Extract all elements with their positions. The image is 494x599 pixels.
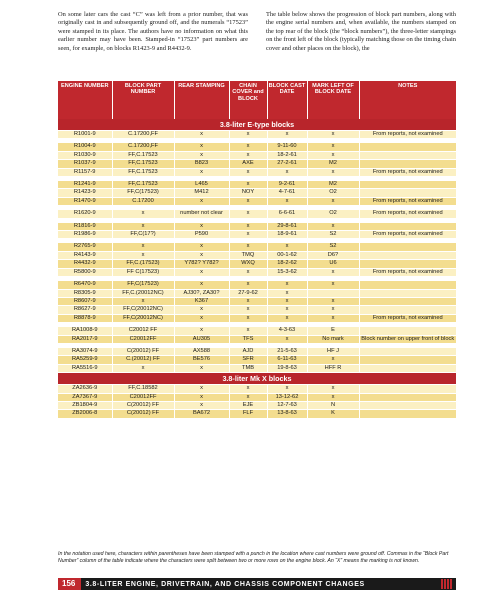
- cell-rear-stamping: x: [174, 385, 229, 393]
- cell-mark-left: x: [307, 393, 359, 401]
- cell-chain-cover: x: [229, 327, 267, 335]
- cell-block-part-number: FF,C(17523): [112, 281, 174, 289]
- cell-rear-stamping: AX588: [174, 348, 229, 356]
- cell-engine-number: R6470-9: [58, 281, 112, 289]
- intro-left-column: On some later cars the cast “C” was left from a prior number, that was originally cast in and subsequently ground off, and the numerals “17523” were stamped in its place. The authors have no information on what this earlier number may have been. Stamped-in “17523” part numbers are seen, for example, on blocks R1423-9 and R4432-9.: [58, 11, 248, 52]
- cell-mark-left: x: [307, 306, 359, 314]
- cell-notes: [359, 181, 456, 189]
- intro-text: [58, 11, 456, 53]
- table-row: [58, 306, 456, 314]
- cell-rear-stamping: x: [174, 314, 229, 322]
- cell-chain-cover: SFR: [229, 356, 267, 364]
- cell-rear-stamping: Y782? Y782?: [174, 260, 229, 268]
- table-row: [58, 143, 456, 151]
- cell-notes: [359, 289, 456, 297]
- cell-rear-stamping: x: [174, 281, 229, 289]
- cell-engine-number: R5800-9: [58, 268, 112, 276]
- cell-rear-stamping: BA672: [174, 410, 229, 418]
- table-row: [58, 197, 456, 205]
- table-row: [58, 131, 456, 139]
- cell-cast-date: x: [267, 385, 307, 393]
- header-chain-cover-block: CHAIN COVER and BLOCK: [229, 81, 267, 119]
- cell-block-part-number: C(20012) FF: [112, 348, 174, 356]
- cell-mark-left: x: [307, 197, 359, 205]
- cell-notes: [359, 260, 456, 268]
- page-footer: [58, 578, 456, 590]
- cell-block-part-number: FF,C(17?): [112, 231, 174, 239]
- block-progression-table: [58, 81, 456, 419]
- section-header-row: [58, 373, 456, 385]
- table-row: [58, 335, 456, 343]
- cell-block-part-number: C20012FF: [112, 393, 174, 401]
- table-row: [58, 231, 456, 239]
- cell-mark-left: x: [307, 131, 359, 139]
- table-row: [58, 151, 456, 159]
- table-row: [58, 401, 456, 409]
- table-row: [58, 181, 456, 189]
- cell-rear-stamping: x: [174, 143, 229, 151]
- cell-chain-cover: x: [229, 143, 267, 151]
- cell-engine-number: R1816-9: [58, 223, 112, 231]
- cell-rear-stamping: L465: [174, 181, 229, 189]
- cell-engine-number: R8878-9: [58, 314, 112, 322]
- cell-cast-date: 15-3-62: [267, 268, 307, 276]
- cell-block-part-number: FF,C.(17523): [112, 260, 174, 268]
- cell-notes: [359, 393, 456, 401]
- cell-notes: [359, 223, 456, 231]
- section-header-row: [58, 119, 456, 131]
- cell-cast-date: 18-9-61: [267, 231, 307, 239]
- cell-notes: [359, 160, 456, 168]
- cell-notes: From reports, not examined: [359, 231, 456, 239]
- cell-rear-stamping: BE576: [174, 356, 229, 364]
- cell-cast-date: 13-12-62: [267, 393, 307, 401]
- cell-chain-cover: NOY: [229, 189, 267, 197]
- cell-mark-left: x: [307, 385, 359, 393]
- cell-cast-date: 18-2-62: [267, 260, 307, 268]
- section-title: 3.8-liter E-type blocks: [58, 119, 456, 131]
- cell-notes: [359, 356, 456, 364]
- cell-chain-cover: x: [229, 181, 267, 189]
- cell-notes: From reports, not examined: [359, 314, 456, 322]
- cell-rear-stamping: K367: [174, 297, 229, 305]
- table-row: [58, 364, 456, 372]
- cell-cast-date: x: [267, 314, 307, 322]
- cell-cast-date: 12-7-63: [267, 401, 307, 409]
- cell-cast-date: x: [267, 281, 307, 289]
- cell-engine-number: R1004-9: [58, 143, 112, 151]
- table-row: [58, 223, 456, 231]
- cell-chain-cover: TMB: [229, 364, 267, 372]
- cell-block-part-number: FF,C(20012NC): [112, 314, 174, 322]
- cell-notes: From reports, not examined: [359, 131, 456, 139]
- cell-cast-date: x: [267, 335, 307, 343]
- cell-cast-date: 18-2-61: [267, 151, 307, 159]
- cell-rear-stamping: x: [174, 151, 229, 159]
- cell-chain-cover: x: [229, 393, 267, 401]
- table-row: [58, 168, 456, 176]
- cell-engine-number: R8607-9: [58, 297, 112, 305]
- table-row: [58, 210, 456, 218]
- cell-chain-cover: FLF: [229, 410, 267, 418]
- cell-block-part-number: FF,C.(20012NC): [112, 289, 174, 297]
- cell-engine-number: RA2017-9: [58, 335, 112, 343]
- cell-engine-number: RA5516-9: [58, 364, 112, 372]
- cell-chain-cover: x: [229, 231, 267, 239]
- cell-mark-left: x: [307, 268, 359, 276]
- cell-block-part-number: x: [112, 364, 174, 372]
- cell-rear-stamping: x: [174, 251, 229, 259]
- cell-chain-cover: 27-9-62: [229, 289, 267, 297]
- cell-mark-left: D6?: [307, 251, 359, 259]
- cell-chain-cover: x: [229, 306, 267, 314]
- cell-engine-number: RA1008-9: [58, 327, 112, 335]
- cell-engine-number: R1030-9: [58, 151, 112, 159]
- cell-block-part-number: FF,C.17523: [112, 181, 174, 189]
- header-block-part-number: BLOCK PART NUMBER: [112, 81, 174, 119]
- cell-mark-left: N: [307, 401, 359, 409]
- cell-mark-left: x: [307, 223, 359, 231]
- cell-notes: [359, 297, 456, 305]
- cell-notes: From reports, not examined: [359, 268, 456, 276]
- cell-mark-left: E: [307, 327, 359, 335]
- cell-notes: [359, 401, 456, 409]
- cell-notes: [359, 251, 456, 259]
- cell-block-part-number: FF,C(20012NC): [112, 306, 174, 314]
- cell-rear-stamping: x: [174, 131, 229, 139]
- cell-cast-date: 4-7-61: [267, 189, 307, 197]
- cell-rear-stamping: x: [174, 243, 229, 251]
- cell-cast-date: 6-6-61: [267, 210, 307, 218]
- table-row: [58, 410, 456, 418]
- cell-rear-stamping: AU305: [174, 335, 229, 343]
- cell-block-part-number: C(20012) FF: [112, 401, 174, 409]
- header-mark-left-of-date: MARK LEFT OF BLOCK DATE: [307, 81, 359, 119]
- table-row: [58, 251, 456, 259]
- cell-chain-cover: x: [229, 297, 267, 305]
- table-row: [58, 385, 456, 393]
- header-rear-stamping: REAR STAMPING: [174, 81, 229, 119]
- cell-rear-stamping: x: [174, 393, 229, 401]
- cell-rear-stamping: x: [174, 306, 229, 314]
- cell-engine-number: R1986-9: [58, 231, 112, 239]
- cell-block-part-number: C20012 FF: [112, 327, 174, 335]
- cell-notes: [359, 189, 456, 197]
- cell-engine-number: RA3074-9: [58, 348, 112, 356]
- cell-notes: [359, 143, 456, 151]
- cell-cast-date: 00-1-62: [267, 251, 307, 259]
- cell-chain-cover: AJD: [229, 348, 267, 356]
- cell-mark-left: K: [307, 410, 359, 418]
- cell-cast-date: x: [267, 243, 307, 251]
- cell-engine-number: R1157-9: [58, 168, 112, 176]
- cell-cast-date: 21-5-63: [267, 348, 307, 356]
- cell-chain-cover: x: [229, 243, 267, 251]
- cell-mark-left: x: [307, 168, 359, 176]
- table-body: [58, 119, 456, 418]
- table-row: [58, 289, 456, 297]
- cell-rear-stamping: B823: [174, 160, 229, 168]
- cell-chain-cover: AXE: [229, 160, 267, 168]
- cell-engine-number: R2765-9: [58, 243, 112, 251]
- cell-mark-left: M2: [307, 160, 359, 168]
- cell-chain-cover: x: [229, 223, 267, 231]
- cell-mark-left: x: [307, 151, 359, 159]
- chapter-title: 3.8-LITER ENGINE, DRIVETRAIN, AND CHASSIS COMPONENT CHANGES: [85, 580, 365, 588]
- cell-chain-cover: x: [229, 314, 267, 322]
- cell-block-part-number: FF,C.17523: [112, 160, 174, 168]
- cell-notes: From reports, not examined: [359, 197, 456, 205]
- page-number: 156: [58, 578, 81, 590]
- table-row: [58, 260, 456, 268]
- cell-block-part-number: C.(20012) FF: [112, 356, 174, 364]
- cell-mark-left: HFF R: [307, 364, 359, 372]
- cell-block-part-number: FF,C.17523: [112, 151, 174, 159]
- cell-rear-stamping: x: [174, 327, 229, 335]
- table-row: [58, 281, 456, 289]
- cell-engine-number: ZA7367-9: [58, 393, 112, 401]
- cell-block-part-number: x: [112, 251, 174, 259]
- table-footnote: In the notation used here, characters within parentheses have been stamped with a punch in the location where cast numbers were ground off. Commas in the “Block Part Number” column of the table indicate where the characters were split between two or more rows on the engine block. An “X” means the marking is not known.: [58, 551, 449, 564]
- cell-notes: [359, 243, 456, 251]
- cell-block-part-number: x: [112, 210, 174, 218]
- intro-right-column: The table below shows the progression of block part numbers, along with the engine serial numbers and, when available, the numbers stamped on the top rear of the block (the “block numbers”), the three-letter stampings on the front left of the block (typically matching those on the timing chain cover and other places on the block), the: [266, 11, 456, 52]
- cell-cast-date: 4-3-63: [267, 327, 307, 335]
- cell-chain-cover: x: [229, 385, 267, 393]
- table-row: [58, 189, 456, 197]
- cell-cast-date: 29-8-61: [267, 223, 307, 231]
- cell-engine-number: R8305-9: [58, 289, 112, 297]
- cell-mark-left: O2: [307, 189, 359, 197]
- cell-rear-stamping: AJ30?, ZA30?: [174, 289, 229, 297]
- cell-block-part-number: C.17200,FF: [112, 143, 174, 151]
- cell-block-part-number: C20012FF: [112, 335, 174, 343]
- cell-notes: [359, 327, 456, 335]
- section-title: 3.8-liter Mk X blocks: [58, 373, 456, 385]
- cell-mark-left: S2: [307, 231, 359, 239]
- cell-engine-number: RA5259-9: [58, 356, 112, 364]
- cell-block-part-number: x: [112, 243, 174, 251]
- cell-engine-number: ZB2006-8: [58, 410, 112, 418]
- cell-notes: From reports, not examined: [359, 168, 456, 176]
- cell-mark-left: x: [307, 281, 359, 289]
- cell-rear-stamping: x: [174, 197, 229, 205]
- cell-block-part-number: FF,C(17523): [112, 189, 174, 197]
- cell-block-part-number: x: [112, 223, 174, 231]
- cell-chain-cover: TMQ: [229, 251, 267, 259]
- table-row: [58, 314, 456, 322]
- cell-engine-number: R8627-9: [58, 306, 112, 314]
- cell-cast-date: 6-11-63: [267, 356, 307, 364]
- cell-notes: [359, 348, 456, 356]
- cell-chain-cover: x: [229, 268, 267, 276]
- cell-cast-date: 13-8-63: [267, 410, 307, 418]
- footer-stripes-icon: [441, 579, 452, 589]
- cell-engine-number: R1241-9: [58, 181, 112, 189]
- cell-block-part-number: C(20012) FF: [112, 410, 174, 418]
- cell-chain-cover: TFS: [229, 335, 267, 343]
- cell-notes: [359, 364, 456, 372]
- cell-rear-stamping: x: [174, 401, 229, 409]
- table-row: [58, 348, 456, 356]
- header-block-cast-date: BLOCK CAST DATE: [267, 81, 307, 119]
- cell-cast-date: x: [267, 168, 307, 176]
- cell-engine-number: R1470-9: [58, 197, 112, 205]
- cell-block-part-number: x: [112, 297, 174, 305]
- cell-engine-number: R4432-9: [58, 260, 112, 268]
- table-row: [58, 160, 456, 168]
- table-row: [58, 393, 456, 401]
- cell-block-part-number: FF,C.17523: [112, 168, 174, 176]
- cell-mark-left: [307, 289, 359, 297]
- cell-notes: [359, 410, 456, 418]
- cell-cast-date: 27-2-61: [267, 160, 307, 168]
- cell-cast-date: x: [267, 197, 307, 205]
- cell-cast-date: x: [267, 306, 307, 314]
- cell-mark-left: x: [307, 314, 359, 322]
- cell-engine-number: R1423-9: [58, 189, 112, 197]
- cell-notes: Block number on upper front of block: [359, 335, 456, 343]
- cell-mark-left: x: [307, 143, 359, 151]
- cell-chain-cover: EJE: [229, 401, 267, 409]
- cell-rear-stamping: number not clear: [174, 210, 229, 218]
- cell-engine-number: R1001-9: [58, 131, 112, 139]
- cell-notes: [359, 151, 456, 159]
- table-header-row: [58, 81, 456, 119]
- table-row: [58, 327, 456, 335]
- cell-rear-stamping: x: [174, 268, 229, 276]
- cell-engine-number: R4143-9: [58, 251, 112, 259]
- cell-cast-date: x: [267, 297, 307, 305]
- cell-chain-cover: x: [229, 151, 267, 159]
- cell-block-part-number: FF C(17523): [112, 268, 174, 276]
- cell-cast-date: x: [267, 131, 307, 139]
- cell-chain-cover: x: [229, 281, 267, 289]
- cell-notes: [359, 385, 456, 393]
- header-engine-number: ENGINE NUMBER: [58, 81, 112, 119]
- table-row: [58, 243, 456, 251]
- cell-notes: From reports, not examined: [359, 210, 456, 218]
- cell-notes: [359, 281, 456, 289]
- cell-chain-cover: x: [229, 131, 267, 139]
- cell-cast-date: 19-8-63: [267, 364, 307, 372]
- cell-cast-date: x: [267, 289, 307, 297]
- table-row: [58, 356, 456, 364]
- cell-mark-left: S2: [307, 243, 359, 251]
- cell-rear-stamping: x: [174, 168, 229, 176]
- cell-mark-left: HF J: [307, 348, 359, 356]
- cell-rear-stamping: M412: [174, 189, 229, 197]
- cell-block-part-number: FF,C.18582: [112, 385, 174, 393]
- cell-chain-cover: x: [229, 210, 267, 218]
- cell-rear-stamping: x: [174, 223, 229, 231]
- cell-chain-cover: WXQ: [229, 260, 267, 268]
- cell-notes: [359, 306, 456, 314]
- cell-engine-number: ZB1804-9: [58, 401, 112, 409]
- table-row: [58, 297, 456, 305]
- cell-mark-left: No mark: [307, 335, 359, 343]
- cell-chain-cover: x: [229, 168, 267, 176]
- cell-mark-left: M2: [307, 181, 359, 189]
- header-notes: NOTES: [359, 81, 456, 119]
- cell-mark-left: x: [307, 356, 359, 364]
- cell-engine-number: ZA2636-9: [58, 385, 112, 393]
- cell-mark-left: O2: [307, 210, 359, 218]
- cell-rear-stamping: P590: [174, 231, 229, 239]
- cell-block-part-number: C.17200,FF: [112, 131, 174, 139]
- cell-cast-date: 9-11-60: [267, 143, 307, 151]
- cell-engine-number: R1620-9: [58, 210, 112, 218]
- table-row: [58, 268, 456, 276]
- cell-mark-left: U6: [307, 260, 359, 268]
- cell-engine-number: R1037-9: [58, 160, 112, 168]
- cell-mark-left: x: [307, 297, 359, 305]
- cell-chain-cover: x: [229, 197, 267, 205]
- cell-cast-date: 9-2-61: [267, 181, 307, 189]
- cell-rear-stamping: x: [174, 364, 229, 372]
- cell-block-part-number: C.17200: [112, 197, 174, 205]
